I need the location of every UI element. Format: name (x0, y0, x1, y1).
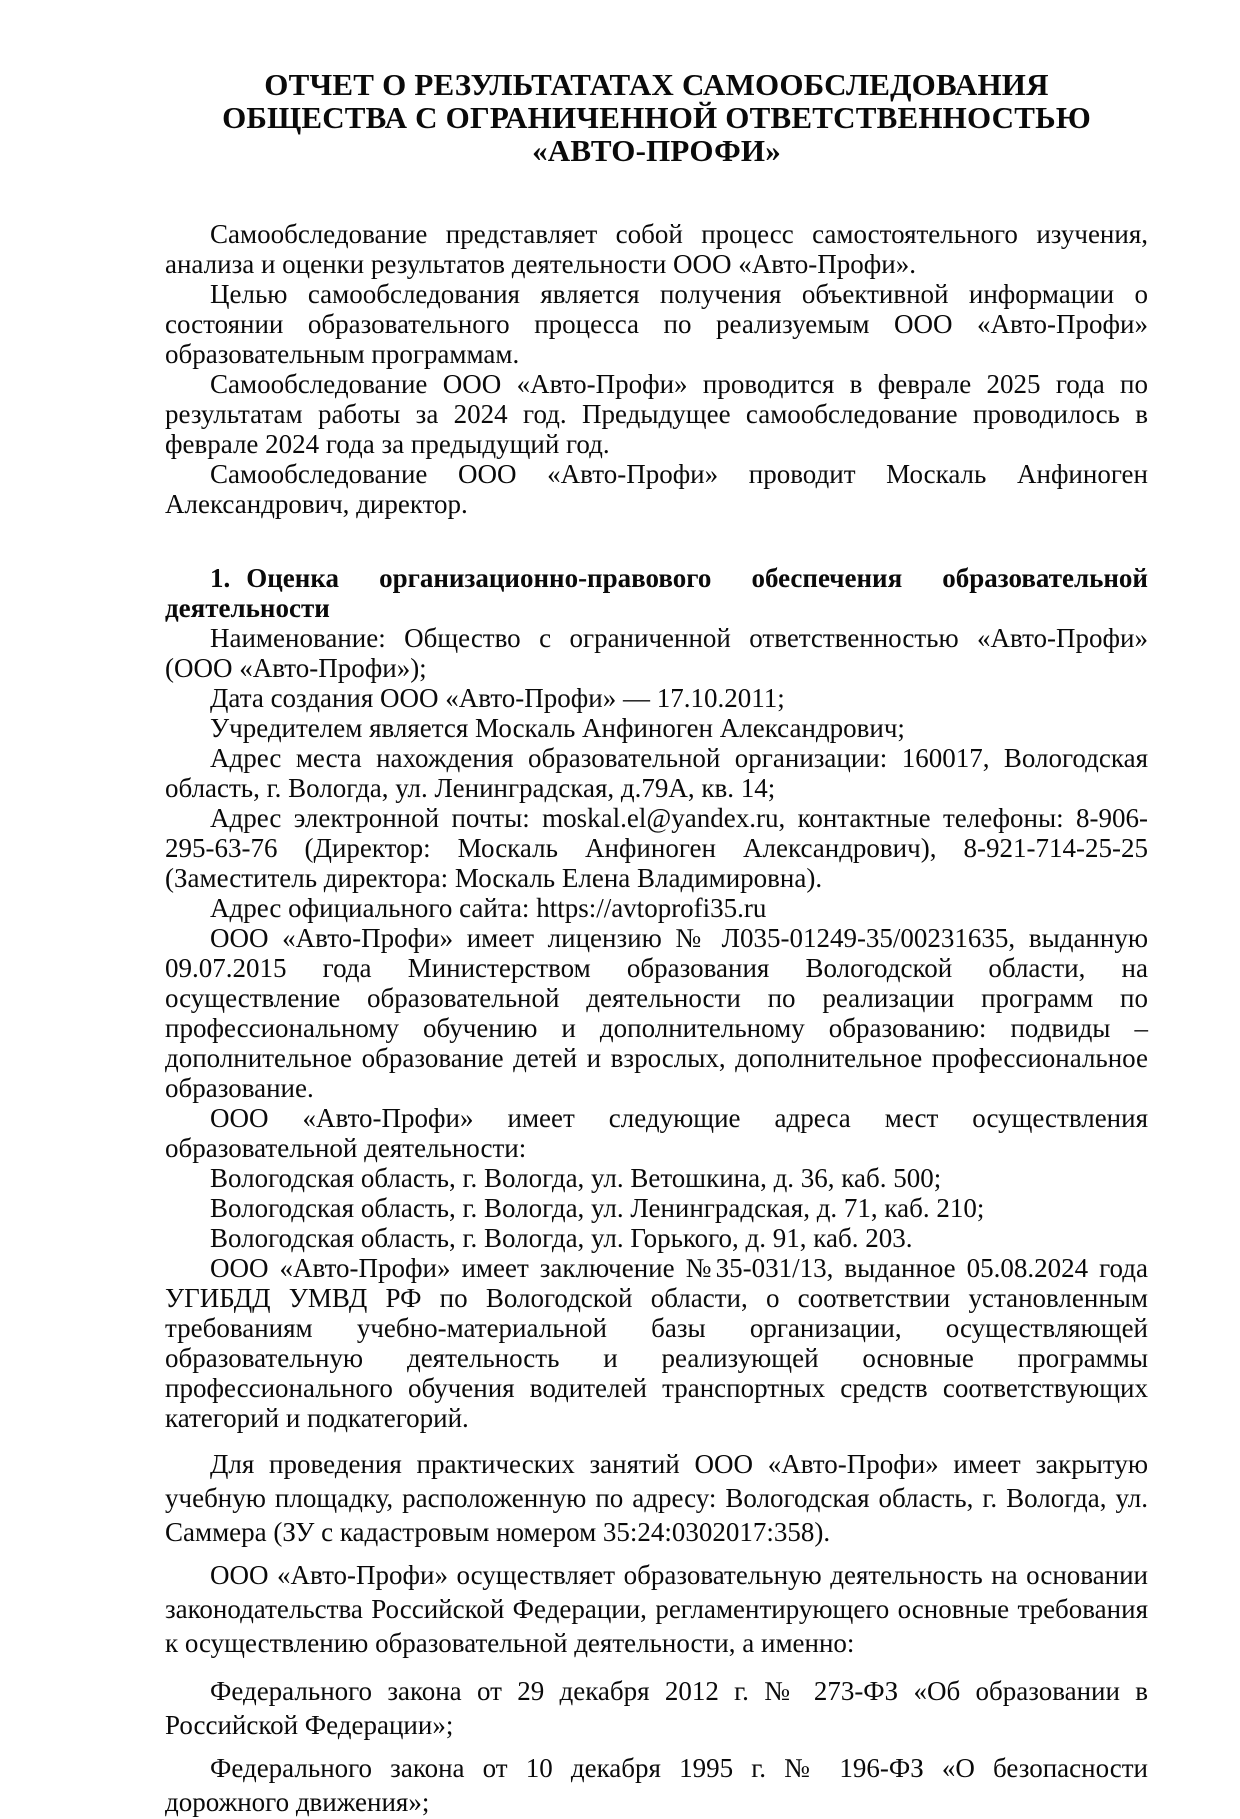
intro-paragraph: Самообследование ООО «Авто-Профи» проводится в феврале 2025 года по результатам работы за 2024 год. Предыдущее самообследование проводилось в феврале 2024 года за предыдущий год. (165, 369, 1148, 459)
body-paragraph: ООО «Авто-Профи» имеет следующие адреса мест осуществления образовательной деятельности: (165, 1103, 1148, 1163)
body-paragraph: Дата создания ООО «Авто-Профи» — 17.10.2011; (210, 683, 785, 713)
intro-paragraph: Самообследование ООО «Авто-Профи» проводит Москаль Анфиноген Александрович, директор. (165, 459, 1148, 519)
document-title-line-1: ОТЧЕТ О РЕЗУЛЬТАТАТАХ САМООБСЛЕДОВАНИЯ (264, 67, 1049, 102)
document-title-line-2: ОБЩЕСТВА С ОГРАНИЧЕННОЙ ОТВЕТСТВЕННОСТЬЮ (222, 100, 1091, 135)
body-paragraph: Адрес официального сайта: https://avtoprofi35.ru (210, 893, 767, 923)
section-1-heading-text: Оценка организационно-правового обеспечения образовательной деятельности (165, 563, 1148, 623)
body-paragraph: Вологодская область, г. Вологда, ул. Ветошкина, д. 36, каб. 500; (210, 1163, 942, 1193)
document-title-line-3: «АВТО-ПРОФИ» (532, 133, 781, 168)
body-paragraph: Федерального закона от 29 декабря 2012 г. № 273-ФЗ «Об образовании в Российской Федерации»; (165, 1676, 1148, 1740)
body-paragraph: Вологодская область, г. Вологда, ул. Ленинградская, д. 71, каб. 210; (210, 1193, 985, 1223)
body-paragraph: ООО «Авто-Профи» имеет заключение №35-031/13, выданное 05.08.2024 года УГИБДД УМВД РФ по Вологодской области, о соответствии установленным требованиям учебно-материальной базы организации, осуществляющей образовательную деятельность и реализующей основные программы профессионального обучения водителей транспортных средств соответствующих категорий и подкатегорий. (165, 1253, 1148, 1433)
body-paragraph: ООО «Авто-Профи» имеет лицензию № Л035-01249-35/00231635, выданную 09.07.2015 года Министерством образования Вологодской области, на осуществление образовательной деятельности по реализации программ по профессиональному обучению и дополнительному образованию: подвиды – дополнительное образование детей и взрослых, дополнительное профессиональное образование. (165, 923, 1148, 1103)
body-paragraph: Адрес электронной почты: moskal.el@yandex.ru, контактные телефоны: 8-906-295-63-76 (Директор: Москаль Анфиноген Александрович), 8-921-714-25-25 (Заместитель директора: Москаль Елена Владимировна). (165, 803, 1148, 893)
body-paragraph: Федерального закона от 10 декабря 1995 г. № 196-ФЗ «О безопасности дорожного движения»; (165, 1753, 1148, 1817)
section-1-heading (165, 563, 1148, 623)
document-title (165, 68, 1148, 167)
body-paragraph: Вологодская область, г. Вологда, ул. Горького, д. 91, каб. 203. (210, 1223, 913, 1253)
body-paragraph: ООО «Авто-Профи» осуществляет образовательную деятельность на основании законодательства Российской Федерации, регламентирующего основные требования к осуществлению образовательной деятельности, а именно: (165, 1560, 1148, 1658)
body-paragraph: Наименование: Общество с ограниченной ответственностью «Авто-Профи» (ООО «Авто-Профи»); (165, 623, 1148, 683)
body-paragraph: Адрес места нахождения образовательной организации: 160017, Вологодская область, г. Вологда, ул. Ленинградская, д.79А, кв. 14; (165, 743, 1148, 803)
body-paragraph: Для проведения практических занятий ООО «Авто-Профи» имеет закрытую учебную площадку, расположенную по адресу: Вологодская область, г. Вологда, ул. Саммера (ЗУ с кадастровым номером 35:24:0302017:358). (165, 1449, 1148, 1547)
body-paragraph: Учредителем является Москаль Анфиноген Александрович; (210, 713, 905, 743)
intro-paragraph: Целью самообследования является получения объективной информации о состоянии образовательного процесса по реализуемым ООО «Авто-Профи» образовательным программам. (165, 279, 1148, 369)
intro-paragraph: Самообследование представляет собой процесс самостоятельного изучения, анализа и оценки результатов деятельности ООО «Авто-Профи». (165, 219, 1148, 279)
section-1-number: 1. (210, 563, 231, 593)
